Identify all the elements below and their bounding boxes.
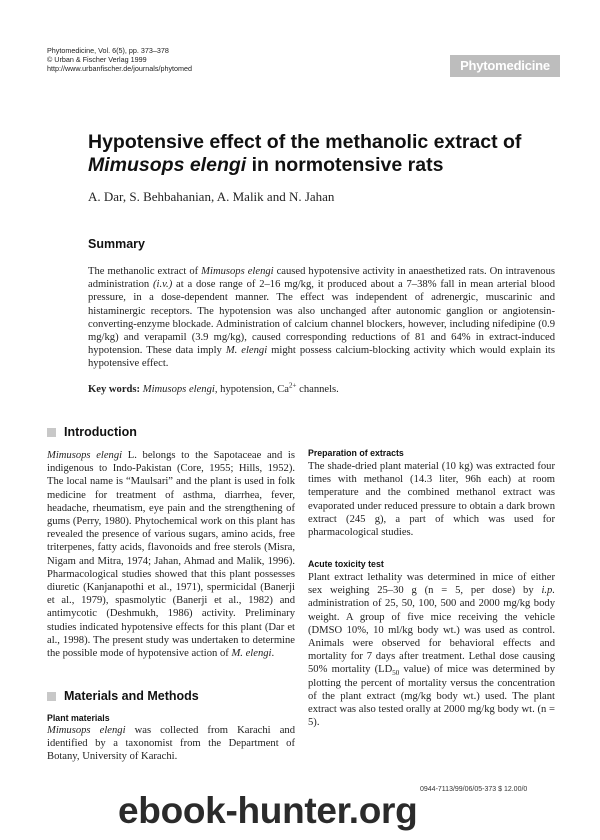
intro-species: Mimusops elengi (47, 450, 123, 461)
plant-species: Mimusops elengi (47, 725, 126, 736)
summary-text-3: at a dose range of 2–16 mg/kg, it produced about a 7–38% fall in mean arterial blood pressure, in a dose-dependent manner. The effect was independent of adrenergic, muscarinic and histaminergic receptors. The hypotension was also unchanged after autonomic ganglion or angiotensin-converting-enzyme blockade. Administration of calcium channel blockers, however, including nifedipine (0.9 mg/kg) and verapamil (3.9 mg/kg), caused corresponding reductions of 81 and 64% in extract-induced hypotension. These data imply (88, 279, 555, 357)
citation: Phytomedicine, Vol. 6(5), pp. 373–378 (47, 46, 169, 55)
introduction-heading (47, 425, 137, 439)
introduction-heading-text: Introduction (64, 425, 137, 439)
journal-url[interactable]: http://www.urbanfischer.de/journals/phytomed (47, 64, 193, 73)
materials-heading (47, 689, 199, 703)
intro-species-2: M. elengi (231, 648, 272, 660)
introduction-paragraph (47, 449, 295, 660)
authors: A. Dar, S. Behbahanian, A. Malik and N. Jahan (88, 189, 335, 204)
keywords (88, 381, 339, 395)
keywords-label: Key words: (88, 384, 141, 395)
summary-iv: (i.v.) (153, 279, 173, 291)
summary-species: Mimusops elengi (201, 266, 274, 277)
preparation-heading: Preparation of extracts (308, 448, 404, 458)
summary-text-1: The methanolic extract of (88, 266, 202, 277)
summary-text-4: might possess calcium-blocking activity which would explain its hypotensive effect. (88, 345, 555, 370)
title-rest: in normotensive rats (246, 154, 444, 176)
intro-end: . (271, 648, 275, 660)
title-species: Mimusops elengi (88, 154, 247, 176)
toxicity-ip: i.p. (541, 585, 555, 597)
keywords-rest: hypotension, Ca (217, 384, 290, 395)
plant-materials-paragraph (47, 724, 295, 764)
keywords-species: Mimusops elengi, (142, 384, 218, 395)
article-title (88, 131, 558, 177)
preparation-paragraph: The shade-dried plant material (10 kg) was extracted four times with methanol (14.3 liter, 96h each) at room temperature and the combined methanol extract was evaporated under reduced pressure to obtain a dark brown extract (245 g), a part of which was used for pharmacological studies. (308, 461, 555, 539)
toxicity-text-2: administration of 25, 50, 100, 500 and 2000 mg/kg body weight. A group of five mice receiving the vehicle (DMSO 10%, 10 ml/kg body wt.) was used as control. Animals were observed for behavioral effects and mortality for 7 days after treatment. Lethal dose causing 50% mortality (LD (308, 598, 555, 676)
summary-text-2: caused hypotensive activity in anaesthetized rats. On intravenous administration (88, 266, 555, 291)
toxicity-heading: Acute toxicity test (308, 559, 384, 569)
journal-logo: Phytomedicine (450, 55, 560, 77)
issn-code: 0944-7113/99/06/05-373 $ 12.00/0 (420, 786, 528, 793)
publisher: © Urban & Fischer Verlag 1999 (47, 55, 147, 64)
title-line-1: Hypotensive effect of the methanolic extract of (88, 131, 522, 153)
summary-heading: Summary (88, 237, 145, 251)
summary-species-2: M. elengi (225, 345, 268, 357)
summary-paragraph (88, 265, 555, 371)
plant-materials-heading: Plant materials (47, 713, 110, 723)
keywords-superscript: 2+ (289, 381, 297, 390)
watermark: ebook-hunter.org (118, 790, 418, 831)
section-square-icon (47, 428, 56, 437)
section-square-icon (47, 692, 56, 701)
title-line-2 (88, 154, 558, 177)
toxicity-paragraph (308, 571, 555, 729)
journal-metadata (47, 46, 192, 73)
keywords-end: channels. (296, 384, 339, 395)
intro-text: L. belongs to the Sapotaceae and is indigenous to Indo-Pakistan (Core, 1955; Hills, 1952). The local name is “Maulsari” and the plant is used in folk medicine for treatment of asthma, diarrhea, fever, headache, rheumatism, eye pain and the strengthening of gums (Perry, 1980). Phytochemical work on this plant has revealed the presence of various sugars, amino acids, free triterpenes, fatty acids, flavonoids and free sterols (Misra, Nigam and Mitra, 1974; Jahan, Ahmad and Malik, 1996). Pharmacological studies showed that this plant possesses diuretic (Kanjanapothi et al., 1971), spermicidal (Banerji et al., 1979), spasmolytic (Banerji et al., 1982) and antimycotic (Deshmukh, 1986) activity. Preliminary studies indicated hypotensive effects for this plant (Dar et al., 1998). The present study was undertaken to determine the possible mode of hypotensive action of (47, 450, 295, 660)
toxicity-text-1: Plant extract lethality was determined in mice of either sex weighing 25–30 g (n = 5, per dose) by (308, 572, 555, 597)
toxicity-subscript: 50 (392, 669, 400, 678)
toxicity-text-3: value) of mice was determined by plotting the percent of mortality versus the concentration of the plant extract (mg/kg body wt.) used. The plant extract was also tested orally at 2000 mg/kg body wt. (n = 5). (308, 664, 555, 729)
materials-heading-text: Materials and Methods (64, 689, 199, 703)
plant-text: was collected from Karachi and identified by a taxonomist from the Department of Botany, University of Karachi. (47, 725, 295, 763)
